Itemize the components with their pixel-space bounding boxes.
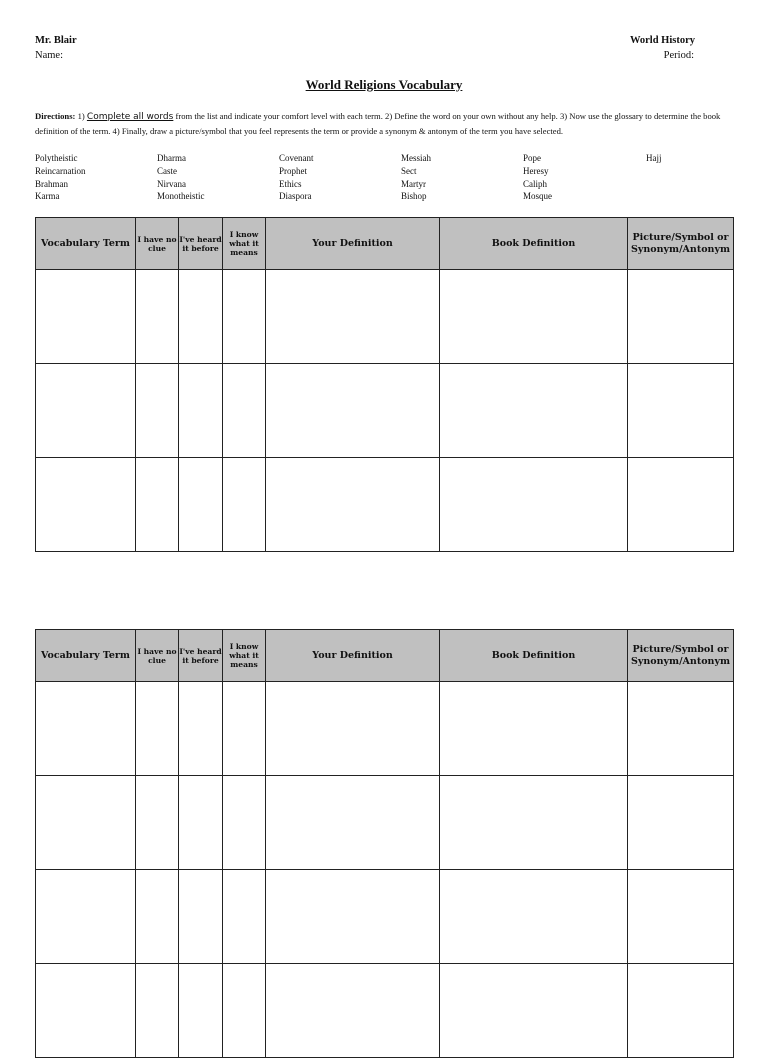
vocabulary-term-cell[interactable] <box>36 776 136 870</box>
no-clue-cell[interactable] <box>136 458 179 552</box>
vocabulary-word: Reincarnation <box>35 165 86 176</box>
vocabulary-word: Messiah <box>401 153 431 163</box>
vocabulary-word: Diaspora <box>279 191 312 202</box>
know-it-cell[interactable] <box>223 364 266 458</box>
header-vocabulary-term: Vocabulary Term <box>36 218 136 270</box>
know-it-cell[interactable] <box>223 682 266 776</box>
your-definition-cell[interactable] <box>266 364 440 458</box>
table-row <box>36 964 734 1058</box>
book-definition-cell[interactable] <box>440 776 628 870</box>
header-book-definition: Book Definition <box>440 218 628 270</box>
know-it-cell[interactable] <box>223 270 266 364</box>
table-row <box>36 270 734 364</box>
word-column <box>35 152 85 203</box>
vocabulary-word: Karma <box>35 191 60 202</box>
vocabulary-word: Prophet <box>279 165 307 176</box>
know-it-cell[interactable] <box>223 964 266 1058</box>
vocabulary-table-1 <box>35 217 734 552</box>
book-definition-cell[interactable] <box>440 964 628 1058</box>
word-column <box>646 152 662 165</box>
directions-text <box>35 109 735 138</box>
header-know-it: I know what it means <box>223 218 266 270</box>
book-definition-cell[interactable] <box>440 870 628 964</box>
your-definition-cell[interactable] <box>266 458 440 552</box>
header-book-definition: Book Definition <box>440 630 628 682</box>
word-column <box>157 152 205 203</box>
your-definition-cell[interactable] <box>266 870 440 964</box>
heard-it-cell[interactable] <box>179 964 223 1058</box>
picture-symbol-cell[interactable] <box>628 364 734 458</box>
picture-symbol-cell[interactable] <box>628 458 734 552</box>
header-heard-it: I've heard it before <box>179 630 223 682</box>
header-your-definition: Your Definition <box>266 218 440 270</box>
picture-symbol-cell[interactable] <box>628 682 734 776</box>
header-know-it: I know what it means <box>223 630 266 682</box>
vocabulary-word: Brahman <box>35 178 68 189</box>
header-no-clue: I have no clue <box>136 630 179 682</box>
page-title: World Religions Vocabulary <box>305 77 463 92</box>
vocabulary-word: Bishop <box>401 191 427 202</box>
header-vocabulary-term: Vocabulary Term <box>36 630 136 682</box>
your-definition-cell[interactable] <box>266 776 440 870</box>
know-it-cell[interactable] <box>223 458 266 552</box>
vocabulary-term-cell[interactable] <box>36 364 136 458</box>
heard-it-cell[interactable] <box>179 776 223 870</box>
vocabulary-word: Dharma <box>157 153 186 163</box>
header-your-definition: Your Definition <box>266 630 440 682</box>
period-label: Period: <box>663 50 694 61</box>
vocabulary-word: Heresy <box>523 165 549 176</box>
vocabulary-word: Ethics <box>279 178 302 189</box>
directions-step1-number: 1) <box>77 111 85 121</box>
your-definition-cell[interactable] <box>266 682 440 776</box>
vocabulary-word: Nirvana <box>157 178 186 189</box>
no-clue-cell[interactable] <box>136 776 179 870</box>
table-row <box>36 458 734 552</box>
heard-it-cell[interactable] <box>179 458 223 552</box>
vocabulary-word: Martyr <box>401 178 426 189</box>
header-heard-it: I've heard it before <box>179 218 223 270</box>
subject-label: World History <box>629 35 695 46</box>
book-definition-cell[interactable] <box>440 458 628 552</box>
directions-rest: from the list and indicate your comfort level with each term. 2) Define the word on your own without any help. 3) Now use the glossary to determine the book definition of the term. 4) Finally, draw a picture/symbol that you feel represents the term or provide a synonym & antonym of the term you have selected. <box>35 111 721 136</box>
teacher-name: Mr. Blair <box>35 35 77 46</box>
picture-symbol-cell[interactable] <box>628 964 734 1058</box>
vocabulary-word: Hajj <box>646 153 662 163</box>
no-clue-cell[interactable] <box>136 870 179 964</box>
heard-it-cell[interactable] <box>179 682 223 776</box>
heard-it-cell[interactable] <box>179 364 223 458</box>
vocabulary-word: Monotheistic <box>157 191 205 202</box>
vocabulary-term-cell[interactable] <box>36 964 136 1058</box>
header-picture-symbol: Picture/Symbol or Synonym/Antonym <box>628 218 734 270</box>
table-row <box>36 776 734 870</box>
vocabulary-term-cell[interactable] <box>36 270 136 364</box>
vocabulary-word: Pope <box>523 153 541 163</box>
no-clue-cell[interactable] <box>136 270 179 364</box>
heard-it-cell[interactable] <box>179 270 223 364</box>
vocabulary-term-cell[interactable] <box>36 458 136 552</box>
word-column <box>523 152 552 203</box>
vocabulary-word: Mosque <box>523 191 552 202</box>
vocabulary-word: Caste <box>157 165 177 176</box>
know-it-cell[interactable] <box>223 870 266 964</box>
vocabulary-word: Covenant <box>279 153 314 163</box>
book-definition-cell[interactable] <box>440 270 628 364</box>
vocabulary-word: Polytheistic <box>35 153 78 163</box>
picture-symbol-cell[interactable] <box>628 870 734 964</box>
header-no-clue: I have no clue <box>136 218 179 270</box>
table-row <box>36 364 734 458</box>
book-definition-cell[interactable] <box>440 682 628 776</box>
header-picture-symbol: Picture/Symbol or Synonym/Antonym <box>628 630 734 682</box>
word-column <box>401 152 431 203</box>
directions-highlight: Complete all words <box>86 112 174 122</box>
your-definition-cell[interactable] <box>266 964 440 1058</box>
directions-lead: Directions: <box>35 111 76 121</box>
table-row <box>36 682 734 776</box>
vocabulary-term-cell[interactable] <box>36 870 136 964</box>
word-column <box>279 152 314 203</box>
know-it-cell[interactable] <box>223 776 266 870</box>
vocabulary-word: Sect <box>401 165 417 176</box>
vocabulary-word: Caliph <box>523 178 547 189</box>
vocabulary-term-cell[interactable] <box>36 682 136 776</box>
table-header-row <box>36 630 734 682</box>
name-label: Name: <box>35 50 63 61</box>
no-clue-cell[interactable] <box>136 364 179 458</box>
vocabulary-table-2 <box>35 629 734 1058</box>
table-row <box>36 870 734 964</box>
picture-symbol-cell[interactable] <box>628 776 734 870</box>
picture-symbol-cell[interactable] <box>628 270 734 364</box>
no-clue-cell[interactable] <box>136 682 179 776</box>
no-clue-cell[interactable] <box>136 964 179 1058</box>
your-definition-cell[interactable] <box>266 270 440 364</box>
book-definition-cell[interactable] <box>440 364 628 458</box>
table-header-row <box>36 218 734 270</box>
heard-it-cell[interactable] <box>179 870 223 964</box>
